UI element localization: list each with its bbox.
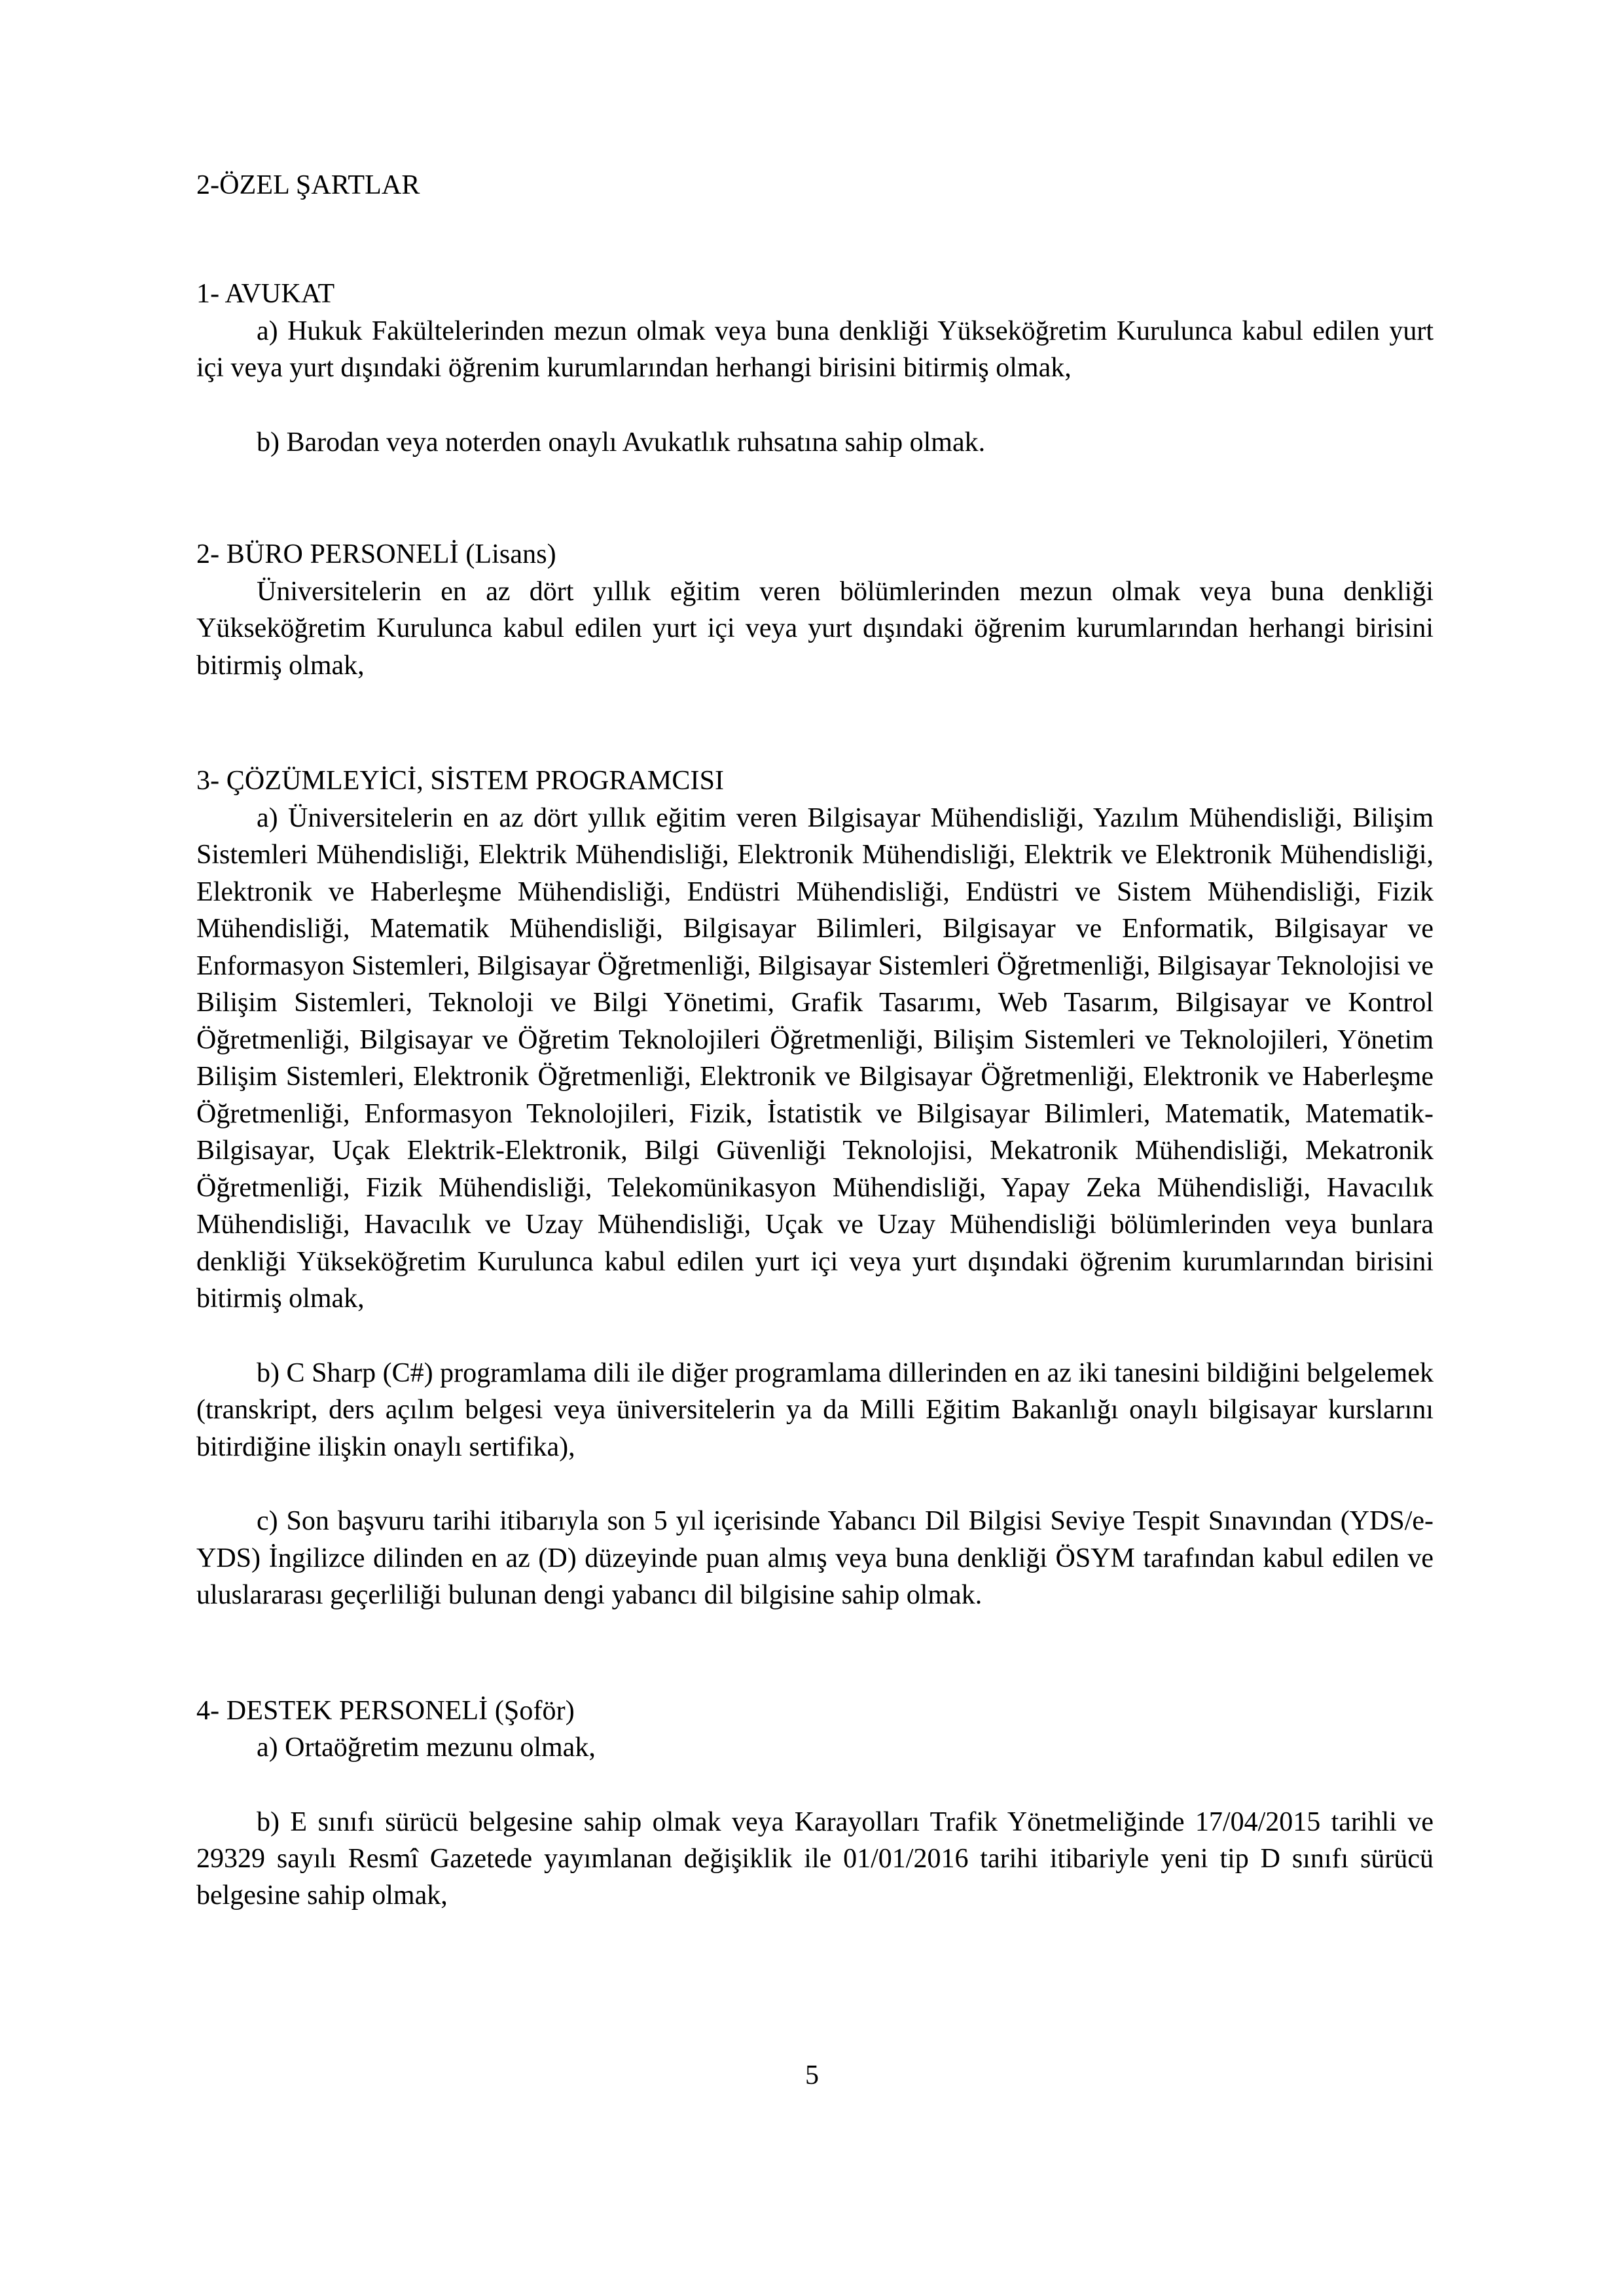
page-number: 5	[805, 2060, 819, 2090]
spacer	[196, 1614, 1434, 1693]
spacer	[196, 387, 1434, 424]
paragraph: a) Ortaöğretim mezunu olmak,	[257, 1732, 596, 1763]
paragraph: b) E sınıfı sürücü belgesine sahip olmak veya Karayolları Trafik Yönetmeliğinde 17/04/2015 tarihli ve 29329 sayılı Resmî Gazetede yayımlanan değişiklik ile 01/01/2016 tarihi itibariyle yeni tip D sınıfı sürücü belgesine sahip olmak,	[196, 1806, 1434, 1911]
page-title: 2-ÖZEL ŞARTLAR	[196, 170, 420, 200]
section-heading: 2- BÜRO PERSONELİ (Lisans)	[196, 539, 556, 570]
spacer	[196, 204, 1434, 276]
section-avukat	[196, 276, 1434, 461]
section-heading: 3- ÇÖZÜMLEYİCİ, SİSTEM PROGRAMCISI	[196, 766, 725, 797]
section-cozumleyici-sistem-programcisi	[196, 762, 1434, 1613]
paragraph: b) C Sharp (C#) programlama dili ile diğer programlama dillerinden en az iki tanesini bildiğini belgelemek (transkript, ders açılım belgesi veya üniversitelerin ya da Milli Eğitim Bakanlığı onaylı bilgisayar kurslarını bitirdiğine ilişkin onaylı sertifika),	[196, 1357, 1434, 1462]
paragraph: c) Son başvuru tarihi itibarıyla son 5 yıl içerisinde Yabancı Dil Bilgisi Seviye Tespit Sınavından (YDS/e-YDS) İngilizce dilinden en az (D) düzeyinde puan almış veya buna denkliği ÖSYM tarafından kabul edilen ve uluslararası geçerliliği bulunan dengi yabancı dil bilgisine sahip olmak.	[196, 1506, 1434, 1611]
spacer	[196, 1465, 1434, 1503]
paragraph: a) Hukuk Fakültelerinden mezun olmak veya buna denkliği Yükseköğretim Kurulunca kabul edilen yurt içi veya yurt dışındaki öğrenim kurumlarından herhangi birisini bitirmiş olmak,	[196, 315, 1434, 384]
section-destek-personeli	[196, 1693, 1434, 1914]
paragraph: a) Üniversitelerin en az dört yıllık eğitim veren Bilgisayar Mühendisliği, Yazılım Mühendisliği, Bilişim Sistemleri Mühendisliği, Elektrik Mühendisliği, Elektronik Mühendisliği, Elektrik ve Elektronik Mühendisliği, Elektronik ve Haberleşme Mühendisliği, Endüstri Mühendisliği, Endüstri ve Sistem Mühendisliği, Fizik Mühendisliği, Matematik Mühendisliği, Bilgisayar Bilimleri, Bilgisayar ve Enformatik, Bilgisayar ve Enformasyon Sistemleri, Bilgisayar Öğretmenliği, Bilgisayar Sistemleri Öğretmenliği, Bilgisayar Teknolojisi ve Bilişim Sistemleri, Teknoloji ve Bilgi Yönetimi, Grafik Tasarımı, Web Tasarım, Bilgisayar ve Kontrol Öğretmenliği, Bilgisayar ve Öğretim Teknolojileri Öğretmenliği, Bilişim Sistemleri ve Teknolojileri, Yönetim Bilişim Sistemleri, Elektronik Öğretmenliği, Elektronik ve Bilgisayar Öğretmenliği, Elektronik ve Haberleşme Öğretmenliği, Enformasyon Teknolojileri, Fizik, İstatistik ve Bilgisayar Bilimleri, Matematik, Matematik-Bilgisayar, Uçak Elektrik-Elektronik, Bilgi Güvenliği Teknolojisi, Mekatronik Mühendisliği, Mekatronik Öğretmenliği, Fizik Mühendisliği, Telekomünikasyon Mühendisliği, Yapay Zeka Mühendisliği, Havacılık Mühendisliği, Havacılık ve Uzay Mühendisliği, Uçak ve Uzay Mühendisliği bölümlerinden veya bunlara denkliği Yükseköğretim Kurulunca kabul edilen yurt içi veya yurt dışındaki öğrenim kurumlarından birisini bitirmiş olmak,	[196, 802, 1434, 1314]
paragraph: Üniversitelerin en az dört yıllık eğitim veren bölümlerinden mezun olmak veya buna denkliği Yükseköğretim Kurulunca kabul edilen yurt içi veya yurt dışındaki öğrenim kurumlarından herhangi birisini bitirmiş olmak,	[196, 576, 1434, 681]
spacer	[196, 1318, 1434, 1355]
spacer	[196, 461, 1434, 536]
paragraph: b) Barodan veya noterden onaylı Avukatlık ruhsatına sahip olmak.	[257, 427, 986, 457]
spacer	[196, 684, 1434, 762]
document-body	[196, 167, 1434, 1914]
section-heading: 4- DESTEK PERSONELİ (Şoför)	[196, 1695, 575, 1726]
section-buro-personeli	[196, 536, 1434, 684]
spacer	[196, 1767, 1434, 1804]
section-heading: 1- AVUKAT	[196, 279, 335, 310]
